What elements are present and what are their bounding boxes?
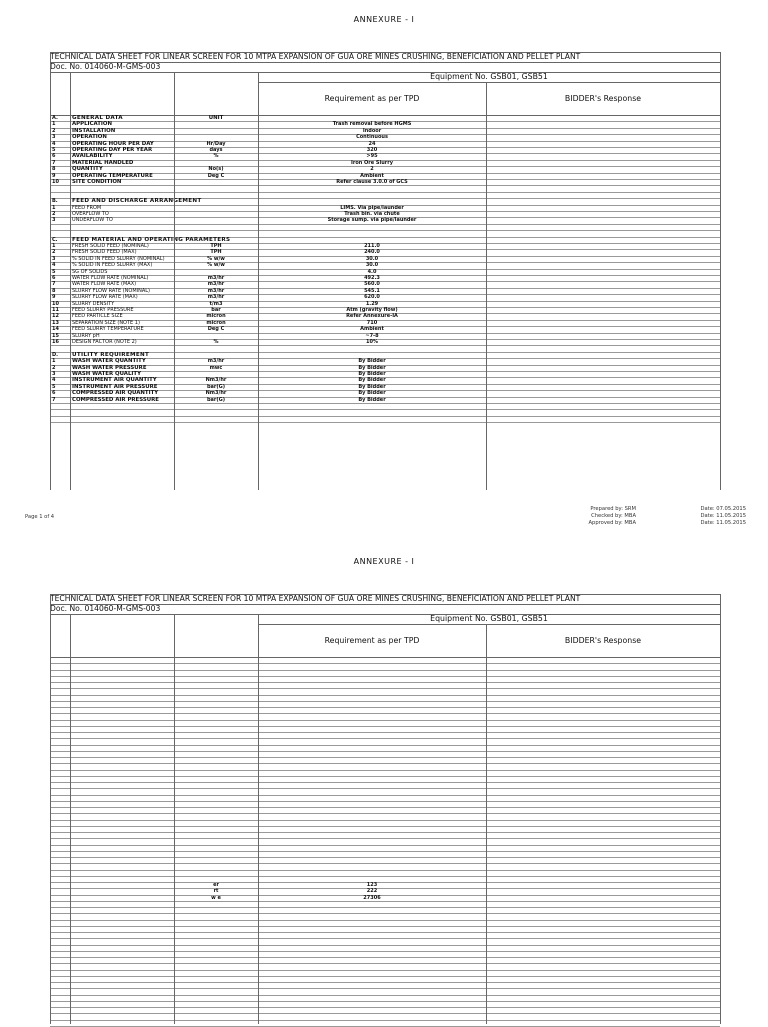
row-requirement: LIMS. Via pipe/launder	[340, 204, 404, 211]
row-unit: micron	[206, 313, 226, 320]
row-unit: w e	[211, 894, 221, 901]
row-description: QUANTITY	[72, 166, 103, 173]
row-number: 10	[52, 300, 59, 307]
row-divider	[50, 1001, 720, 1002]
row-requirement: 211.0	[364, 243, 380, 249]
row-divider	[50, 1020, 720, 1021]
row-description: WASH WATER QUALITY	[72, 371, 141, 377]
row-unit: m3/hr	[207, 281, 225, 288]
row-requirement: 10%	[366, 339, 378, 345]
row-requirement: 620.0	[364, 294, 380, 301]
row-number: 6	[52, 390, 56, 397]
row-description: SLURRY FLOW RATE (MAX)	[72, 294, 138, 301]
row-number: 4	[52, 140, 56, 147]
row-number: 6	[52, 153, 56, 160]
row-divider	[50, 982, 720, 983]
row-number: 12	[52, 313, 59, 320]
row-divider	[50, 788, 720, 789]
row-unit: er	[213, 882, 219, 888]
row-number: 3	[52, 134, 56, 141]
row-number: 2	[52, 249, 56, 256]
row-divider	[50, 776, 720, 777]
row-description: INSTRUMENT AIR PRESSURE	[72, 383, 158, 390]
row-divider	[50, 770, 720, 771]
row-divider	[50, 663, 720, 664]
row-requirement: By Bidder	[358, 377, 386, 384]
row-requirement: 30.0	[365, 255, 379, 262]
row-number: A.	[52, 115, 58, 121]
row-description: UNDERFLOW TO	[72, 217, 113, 224]
row-requirement: 222	[366, 888, 378, 895]
row-number: 14	[52, 326, 59, 333]
row-number: 9	[52, 294, 56, 301]
sheet-title-page-2: TECHNICAL DATA SHEET FOR LINEAR SCREEN FOR 10 MTPA EXPANSION OF GUA ORE MINES CRUSHING, BENEFICIATION AND PELLET PLANT	[50, 594, 581, 603]
row-divider	[50, 726, 720, 727]
row-divider	[50, 863, 720, 864]
row-description: SITE CONDITION	[72, 179, 122, 185]
row-requirement: Trash removal before HGMS	[332, 121, 412, 128]
row-requirement: 24	[368, 140, 376, 147]
row-requirement: 30.0	[365, 262, 379, 269]
row-unit: bar(G)	[206, 383, 226, 390]
row-divider	[50, 1007, 720, 1008]
row-divider	[50, 907, 720, 908]
row-unit: Nm3/hr	[205, 390, 227, 397]
requirement-column-header-page-2: Requirement as per TPD	[324, 636, 420, 645]
row-number: 15	[52, 332, 59, 339]
row-description: FEED MATERIAL AND OPERATING PARAMETERS	[72, 236, 231, 243]
row-divider	[50, 422, 720, 423]
row-requirement: 123	[366, 882, 378, 888]
table-left-border-page-2	[50, 594, 51, 1024]
row-number: C.	[52, 236, 58, 243]
row-number: 7	[52, 396, 56, 403]
row-description: SEPARATION SIZE (NOTE 1)	[72, 319, 140, 326]
row-divider	[50, 838, 720, 839]
row-divider	[50, 720, 720, 721]
row-number: 4	[52, 377, 56, 384]
row-unit: m3/hr	[207, 358, 225, 365]
row-unit: %	[213, 153, 219, 160]
row-divider	[50, 732, 720, 733]
row-number: B.	[52, 198, 58, 205]
approved-by: Approved by: MBA	[588, 520, 636, 526]
row-description: FRESH SOLID FEED (NOMINAL)	[72, 243, 149, 249]
row-requirement: By Bidder	[358, 371, 386, 377]
row-divider	[50, 807, 720, 808]
row-description: SLURRY pH	[72, 332, 100, 339]
date-approved: Date: 11.05.2015	[700, 520, 746, 526]
row-description: APPLICATION	[72, 121, 112, 128]
row-divider	[50, 932, 720, 933]
row-divider	[50, 970, 720, 971]
row-divider	[50, 688, 720, 689]
row-description: OPERATING HOUR PER DAY	[72, 140, 154, 147]
row-unit: t/m3	[209, 300, 223, 307]
row-unit: Nm3/hr	[205, 377, 227, 384]
row-divider	[50, 995, 720, 996]
table-right-border	[720, 52, 721, 490]
row-divider	[50, 670, 720, 671]
row-requirement: Atm (gravity flow)	[346, 307, 398, 313]
row-description: FEED SLURRY TEMPERATURE	[72, 326, 144, 333]
row-unit: TPH	[210, 243, 222, 249]
prepared-by: Prepared by: SRM	[590, 506, 636, 512]
col-divider-req	[486, 82, 487, 490]
sheet-title: TECHNICAL DATA SHEET FOR LINEAR SCREEN FOR 10 MTPA EXPANSION OF GUA ORE MINES CRUSHING, BENEFICIATION AND PELLET PLANT	[50, 52, 581, 61]
row-requirement: 320	[366, 147, 378, 153]
date-prepared: Date: 07.05.2015	[700, 506, 746, 512]
header-bottom-border-page-2	[50, 657, 720, 658]
row-description: % SOLID IN FEED SLURRY (NOMINAL)	[72, 255, 165, 262]
row-divider	[50, 920, 720, 921]
checked-by: Checked by: MBA	[591, 513, 636, 519]
row-unit: micron	[206, 319, 226, 326]
row-divider	[50, 682, 720, 683]
row-unit: mwc	[209, 364, 223, 371]
row-description: COMPRESSED AIR PRESSURE	[72, 396, 159, 403]
table-right-border-page-2	[720, 594, 721, 1024]
row-description: SLURRY FLOW RATE (NOMINAL)	[72, 287, 151, 294]
col-divider-unit-page-2	[258, 614, 259, 1024]
equipment-number: Equipment No. GSB01, GSB51	[430, 72, 548, 81]
row-requirement: Refer Annexure-IA	[346, 313, 398, 320]
row-requirement: By Bidder	[358, 364, 386, 371]
row-number: 13	[52, 319, 59, 326]
row-requirement: By Bidder	[358, 383, 386, 390]
row-divider	[50, 745, 720, 746]
row-description: OPERATING TEMPERATURE	[72, 172, 153, 179]
row-divider	[50, 945, 720, 946]
row-number: 11	[52, 307, 59, 313]
row-divider	[50, 713, 720, 714]
row-unit: Deg C	[207, 326, 225, 333]
row-divider	[50, 913, 720, 914]
row-divider	[50, 820, 720, 821]
row-number: 8	[52, 287, 56, 294]
row-number: 2	[52, 364, 56, 371]
row-number: 4	[52, 262, 56, 269]
annexure-title: ANNEXURE - I	[353, 15, 415, 24]
annexure-title-page-2: ANNEXURE - I	[353, 557, 415, 566]
row-requirement: Storage sump. via pipe/launder	[327, 217, 417, 224]
row-divider	[50, 938, 720, 939]
row-number: 1	[52, 243, 56, 249]
row-unit: % w/w	[207, 262, 225, 269]
row-requirement: 710	[366, 319, 378, 326]
row-divider	[50, 801, 720, 802]
row-description: INSTRUMENT AIR QUANTITY	[72, 377, 157, 384]
col-divider-unit	[258, 72, 259, 490]
row-description: OVERFLOW TO	[72, 211, 109, 217]
row-description: OPERATING DAY PER YEAR	[72, 147, 153, 153]
row-divider	[50, 988, 720, 989]
row-description: INSTALLATION	[72, 127, 116, 134]
row-requirement: By Bidder	[358, 358, 386, 365]
row-divider	[50, 701, 720, 702]
row-description: AVAILABILITY	[72, 153, 113, 160]
date-checked: Date: 11.05.2015	[700, 513, 746, 519]
row-requirement: Refer clause 3.0.0 of GCS	[336, 179, 408, 185]
row-description: FRESH SOLID FEED (MAX)	[72, 249, 137, 256]
row-requirement: 4.0	[367, 268, 377, 275]
bidder-column-header: BIDDER's Response	[564, 94, 642, 103]
row-requirement: 240.0	[364, 249, 380, 256]
row-requirement: 27306	[363, 894, 381, 901]
row-divider	[50, 751, 720, 752]
row-requirement: 545.1	[364, 287, 380, 294]
row-requirement: Iron Ore Slurry	[351, 159, 393, 166]
row-description: % SOLID IN FEED SLURRY (MAX)	[72, 262, 153, 269]
equipment-divider-page-2	[258, 624, 720, 625]
row-requirement: 2	[370, 166, 374, 173]
row-divider	[50, 676, 720, 677]
row-unit: days	[209, 147, 223, 153]
row-divider	[50, 795, 720, 796]
row-requirement: By Bidder	[358, 396, 386, 403]
row-divider	[50, 826, 720, 827]
row-unit: m3/hr	[207, 287, 225, 294]
row-requirement: By Bidder	[358, 390, 386, 397]
row-divider	[50, 857, 720, 858]
row-number: 6	[52, 275, 56, 281]
row-number: 5	[52, 147, 56, 153]
row-unit: m3/hr	[207, 275, 225, 281]
row-number: 3	[52, 217, 56, 224]
col-divider-desc-page-2	[174, 614, 175, 1024]
row-description: SLURRY DENSITY	[72, 300, 115, 307]
row-description: WASH WATER QUANTITY	[72, 358, 146, 365]
doc-number: Doc. No. 014060-M-GMS-003	[50, 62, 161, 71]
row-description: FEED PARTICLE SIZE	[72, 313, 123, 320]
row-divider	[50, 1013, 720, 1014]
row-divider	[50, 763, 720, 764]
row-description: GENERAL DATA	[72, 115, 123, 121]
row-divider	[50, 695, 720, 696]
row-description: FEED FROM	[72, 204, 102, 211]
row-unit: No(s)	[208, 166, 224, 173]
row-description: SG OF SOLIDS	[72, 268, 108, 275]
row-divider	[50, 707, 720, 708]
row-unit: TPH	[210, 249, 222, 256]
row-requirement: 1.29	[365, 300, 379, 307]
row-number: 3	[52, 371, 56, 377]
row-number: 7	[52, 281, 56, 288]
row-divider	[50, 813, 720, 814]
row-description: FEED SLURRY PRESSURE	[72, 307, 134, 313]
row-divider	[50, 832, 720, 833]
row-description: WATER FLOW RATE (MAX)	[72, 281, 137, 288]
row-number: 1	[52, 204, 56, 211]
row-requirement: Ambient	[360, 172, 384, 179]
row-requirement: 492.3	[364, 275, 380, 281]
col-divider-desc	[174, 72, 175, 490]
row-divider	[50, 901, 720, 902]
row-unit: bar	[211, 307, 221, 313]
row-divider	[50, 963, 720, 964]
row-divider	[50, 738, 720, 739]
row-unit: Hr/Day	[206, 140, 226, 147]
row-description: DESIGN FACTOR (NOTE 2)	[72, 339, 137, 345]
doc-number-page-2: Doc. No. 014060-M-GMS-003	[50, 604, 161, 613]
row-description: MATERIAL HANDLED	[72, 159, 134, 166]
row-number: 3	[52, 255, 56, 262]
row-number: 2	[52, 211, 56, 217]
col-divider-no-page-2	[70, 614, 71, 1024]
row-divider	[50, 951, 720, 952]
row-description: UTILITY REQUIREMENT	[72, 351, 150, 358]
row-unit: rt	[213, 888, 219, 895]
row-divider	[50, 851, 720, 852]
row-requirement: >95	[366, 153, 378, 160]
row-unit: UNIT	[208, 115, 224, 121]
row-number: 7	[52, 159, 56, 166]
row-requirement: Ambient	[360, 326, 384, 333]
row-description: WASH WATER PRESSURE	[72, 364, 147, 371]
row-divider	[50, 926, 720, 927]
row-number: 2	[52, 127, 56, 134]
row-requirement: Continuous	[356, 134, 388, 141]
row-requirement: 560.0	[364, 281, 380, 288]
row-divider	[50, 782, 720, 783]
row-requirement: Trash bin. via chute	[344, 211, 400, 217]
equipment-divider	[258, 82, 720, 83]
row-divider	[50, 976, 720, 977]
row-number: 5	[52, 383, 56, 390]
row-number: D.	[52, 351, 59, 358]
row-divider	[50, 757, 720, 758]
row-divider	[50, 957, 720, 958]
table-left-border	[50, 52, 51, 490]
row-requirement: ~7-8	[365, 332, 379, 339]
row-number: 1	[52, 121, 56, 128]
page-number: Page 1 of 4	[25, 514, 55, 520]
row-divider	[50, 876, 720, 877]
row-unit: bar(G)	[206, 396, 226, 403]
row-number: 1	[52, 358, 56, 365]
row-number: 8	[52, 166, 56, 173]
equipment-number-page-2: Equipment No. GSB01, GSB51	[430, 614, 548, 623]
col-divider-req-page-2	[486, 624, 487, 1024]
row-unit: m3/hr	[207, 294, 225, 301]
row-description: COMPRESSED AIR QUANTITY	[72, 390, 159, 397]
col-divider-no	[70, 72, 71, 490]
row-number: 5	[52, 268, 56, 275]
bidder-column-header-page-2: BIDDER's Response	[564, 636, 642, 645]
row-unit: %	[213, 339, 219, 345]
row-description: OPERATION	[72, 134, 107, 141]
row-description: WATER FLOW RATE (NOMINAL)	[72, 275, 149, 281]
row-description: FEED AND DISCHARGE ARRANGEMENT	[72, 198, 202, 205]
row-requirement: Indoor	[362, 127, 382, 134]
row-number: 10	[52, 179, 59, 185]
row-unit: Deg C	[207, 172, 225, 179]
row-divider	[50, 845, 720, 846]
requirement-column-header: Requirement as per TPD	[324, 94, 420, 103]
row-number: 16	[52, 339, 59, 345]
row-unit: % w/w	[207, 255, 225, 262]
row-divider	[50, 870, 720, 871]
row-number: 9	[52, 172, 56, 179]
